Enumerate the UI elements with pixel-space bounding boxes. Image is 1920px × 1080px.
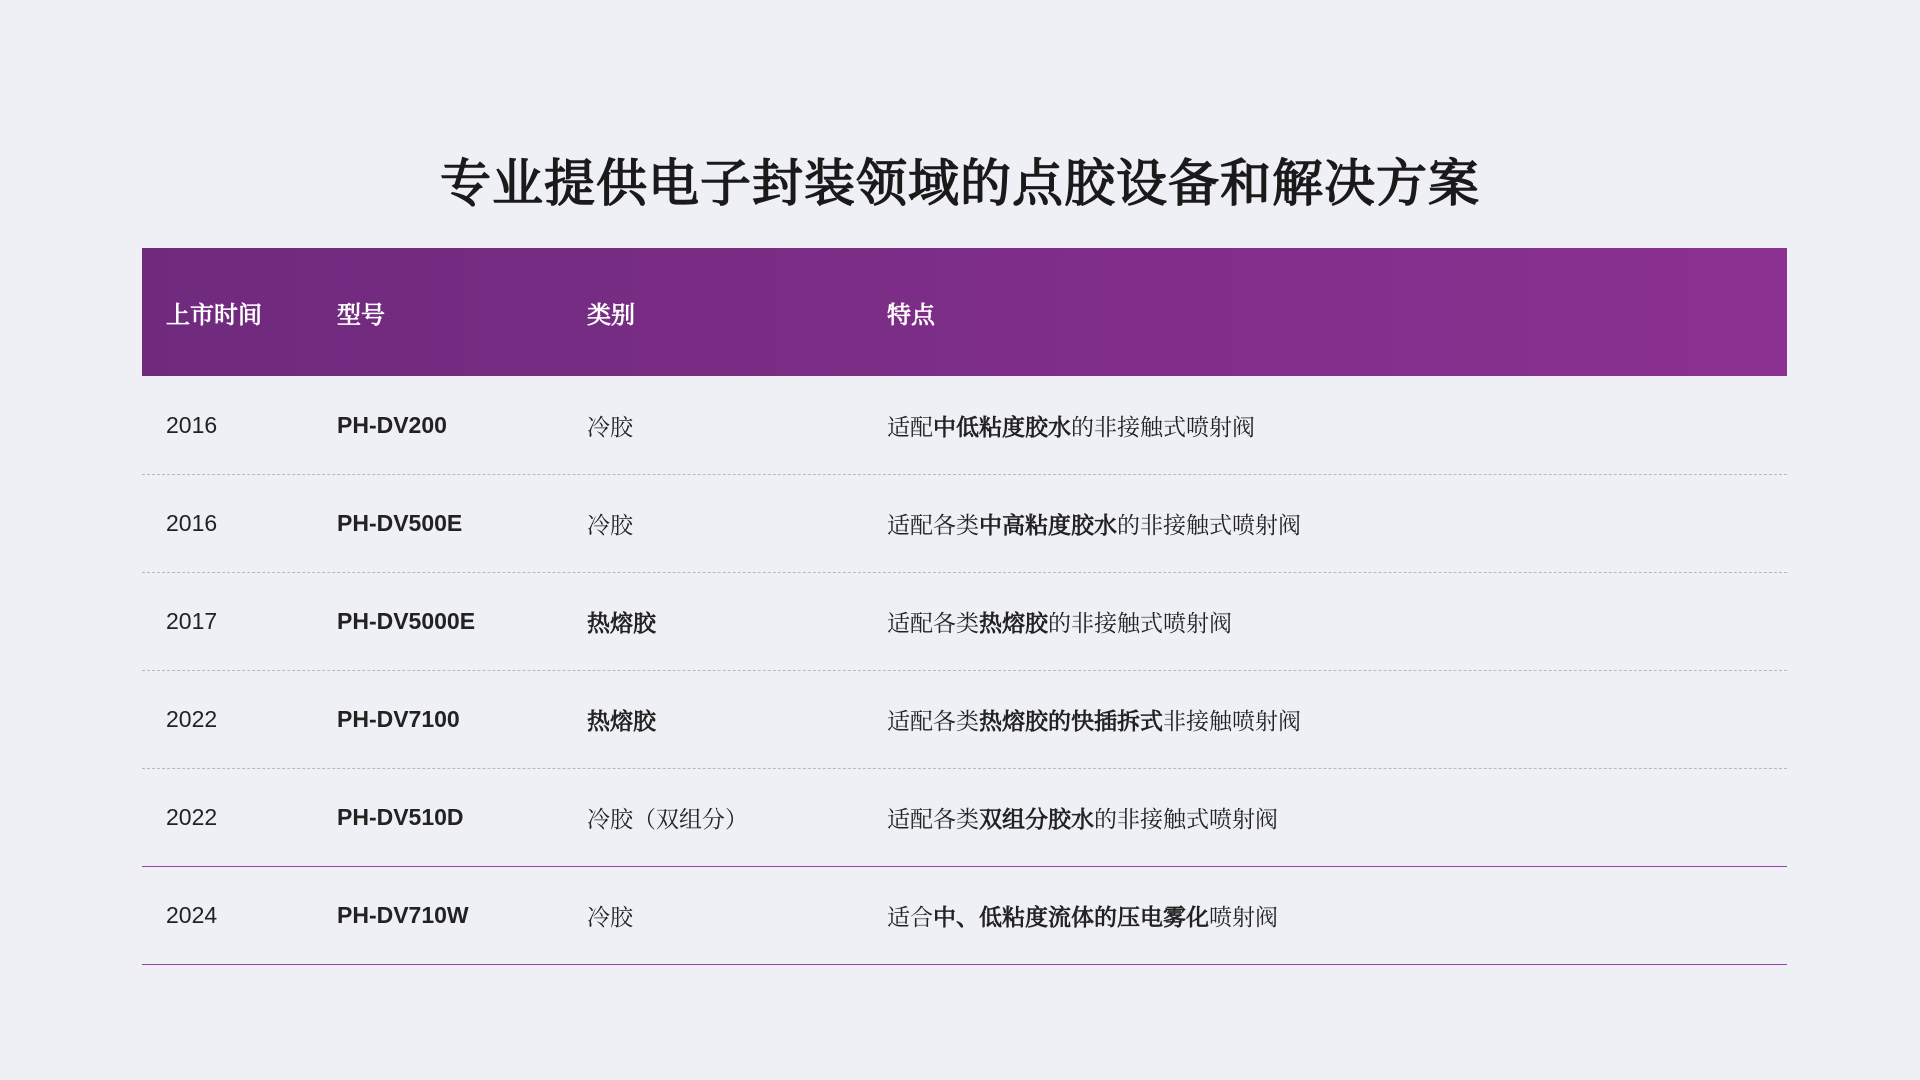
- feature-segment: 适合: [887, 903, 933, 930]
- feature-segment: 的非接触式喷射阀: [1117, 511, 1301, 538]
- cell-feature: [887, 605, 1787, 638]
- table-row: [142, 768, 1787, 866]
- table-body: [142, 376, 1787, 965]
- cell-model: PH-DV200: [337, 411, 447, 438]
- table-row: [142, 474, 1787, 572]
- cell-feature: [887, 899, 1787, 932]
- cell-year: 2024: [166, 901, 218, 928]
- feature-segment: 中、低粘度流体的压电雾化: [933, 903, 1209, 930]
- column-header-feature: 特点: [887, 301, 935, 329]
- cell-category: 热熔胶: [587, 609, 656, 636]
- cell-year: 2016: [166, 509, 218, 536]
- feature-segment: 适配各类: [887, 511, 979, 538]
- product-table: [142, 248, 1787, 965]
- feature-segment: 的非接触式喷射阀: [1048, 609, 1232, 636]
- feature-segment: 的非接触式喷射阀: [1071, 413, 1255, 440]
- feature-segment: 适配各类: [887, 805, 979, 832]
- table-row: [142, 866, 1787, 964]
- feature-segment: 适配: [887, 413, 933, 440]
- cell-category: 冷胶（双组分）: [587, 805, 748, 832]
- cell-year: 2022: [166, 705, 218, 732]
- cell-model: PH-DV5000E: [337, 607, 476, 634]
- cell-model: PH-DV510D: [337, 803, 464, 830]
- feature-segment: 双组分胶水: [979, 805, 1094, 832]
- cell-feature: [887, 703, 1787, 736]
- cell-feature: [887, 801, 1787, 834]
- feature-segment: 适配各类: [887, 609, 979, 636]
- feature-segment: 喷射阀: [1209, 903, 1278, 930]
- feature-segment: 热熔胶: [979, 609, 1048, 636]
- column-header-year: 上市时间: [166, 301, 262, 329]
- feature-segment: 适配各类: [887, 707, 979, 734]
- cell-year: 2017: [166, 607, 218, 634]
- cell-category: 冷胶: [587, 413, 633, 440]
- feature-segment: 中低粘度胶水: [933, 413, 1071, 440]
- column-header-model: 型号: [337, 301, 385, 329]
- cell-category: 冷胶: [587, 903, 633, 930]
- cell-year: 2022: [166, 803, 218, 830]
- table-row: [142, 572, 1787, 670]
- cell-category: 热熔胶: [587, 707, 656, 734]
- feature-segment: 的非接触式喷射阀: [1094, 805, 1278, 832]
- table-row: [142, 670, 1787, 768]
- feature-segment: 非接触喷射阀: [1163, 707, 1301, 734]
- cell-model: PH-DV710W: [337, 901, 469, 928]
- column-header-category: 类别: [587, 301, 635, 329]
- table-header-row: [142, 248, 1787, 376]
- cell-feature: [887, 507, 1787, 540]
- page-title: 专业提供电子封装领域的点胶设备和解决方案: [439, 155, 1480, 213]
- cell-year: 2016: [166, 411, 218, 438]
- cell-category: 冷胶: [587, 511, 633, 538]
- cell-model: PH-DV7100: [337, 705, 460, 732]
- cell-feature: [887, 409, 1787, 442]
- feature-segment: 中高粘度胶水: [979, 511, 1117, 538]
- feature-segment: 热熔胶的快插拆式: [979, 707, 1163, 734]
- cell-model: PH-DV500E: [337, 509, 463, 536]
- table-row: [142, 376, 1787, 474]
